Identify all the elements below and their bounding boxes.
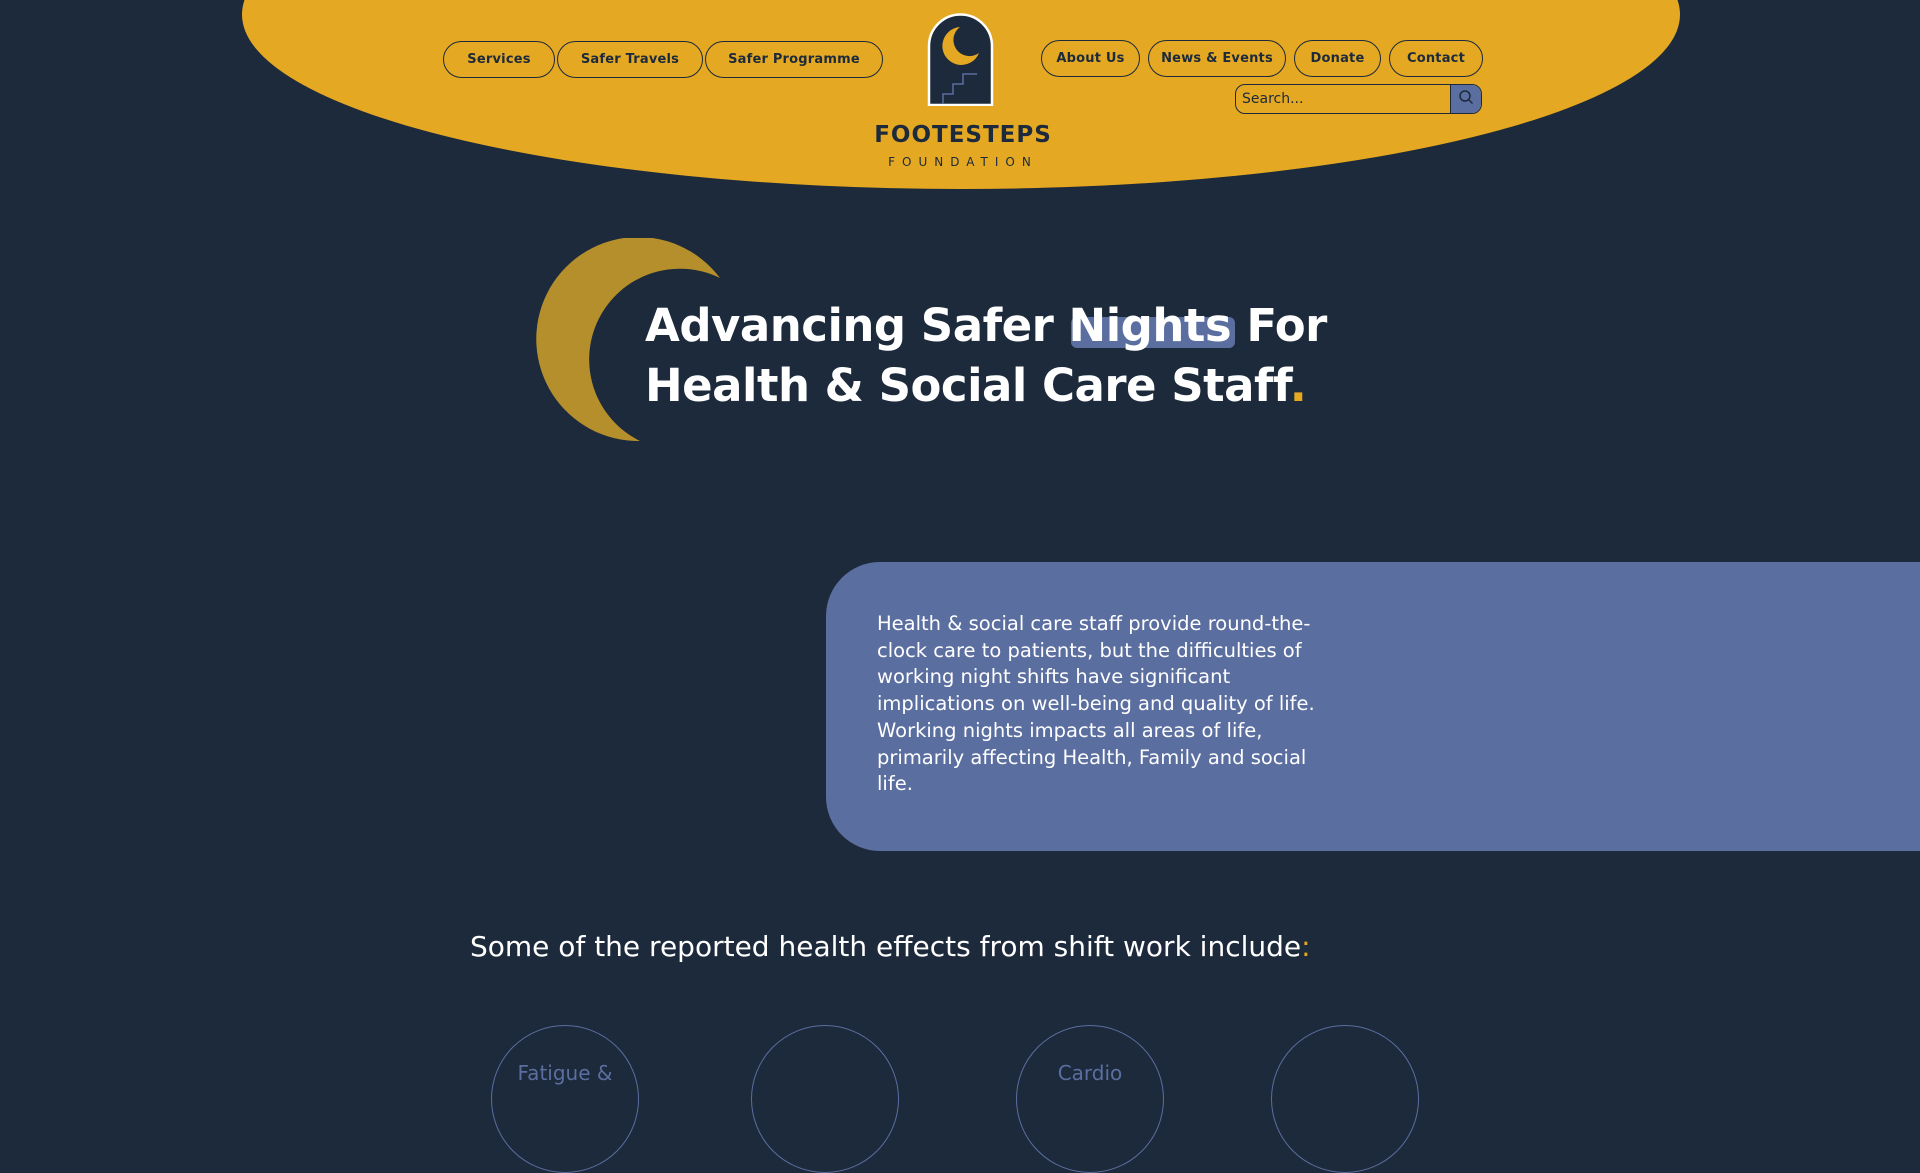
brand-name: FOOTESTEPS bbox=[874, 122, 1052, 148]
effect-label: Cardio bbox=[1057, 1061, 1123, 1085]
hero-title-dot: . bbox=[1289, 359, 1307, 412]
effect-circle-cardio[interactable] bbox=[1016, 1025, 1164, 1173]
search-button[interactable] bbox=[1450, 85, 1481, 113]
effect-circle[interactable] bbox=[1271, 1025, 1419, 1173]
hero-title-highlight: Nights bbox=[1068, 299, 1232, 352]
nav-safer-programme-button[interactable]: Safer Programme bbox=[705, 41, 883, 78]
hero-title-part1: Advancing Safer bbox=[645, 299, 1069, 352]
info-text: Health & social care staff provide round-the-clock care to patients, but the difficulties of working night shifts have significant implications on well-being and quality of life. Working nights impacts all areas of life, primarily affecting Health, Family and social life. bbox=[877, 612, 1315, 796]
brand-subtitle: FOUNDATION bbox=[888, 155, 1038, 169]
hero-title-part2: For Health & Social Care Staff bbox=[645, 299, 1327, 412]
hero-title bbox=[645, 296, 1445, 416]
effects-heading-text: Some of the reported health effects from shift work include bbox=[470, 930, 1302, 963]
effects-heading-colon: : bbox=[1301, 930, 1311, 963]
effects-heading bbox=[470, 930, 1311, 963]
effect-circle[interactable] bbox=[751, 1025, 899, 1173]
search-icon bbox=[1458, 89, 1474, 109]
nav-donate-button[interactable]: Donate bbox=[1294, 40, 1381, 77]
effect-circle-fatigue[interactable] bbox=[491, 1025, 639, 1173]
search-bar bbox=[1235, 84, 1482, 114]
nav-safer-travels-button[interactable]: Safer Travels bbox=[557, 41, 703, 78]
nav-news-events-button[interactable]: News & Events bbox=[1148, 40, 1286, 77]
logo-icon[interactable] bbox=[927, 13, 994, 106]
nav-services-button[interactable]: Services bbox=[443, 41, 555, 78]
nav-contact-button[interactable]: Contact bbox=[1389, 40, 1483, 77]
nav-about-us-button[interactable]: About Us bbox=[1041, 40, 1140, 77]
effect-label: Fatigue & bbox=[517, 1061, 613, 1085]
search-input[interactable] bbox=[1236, 85, 1450, 113]
